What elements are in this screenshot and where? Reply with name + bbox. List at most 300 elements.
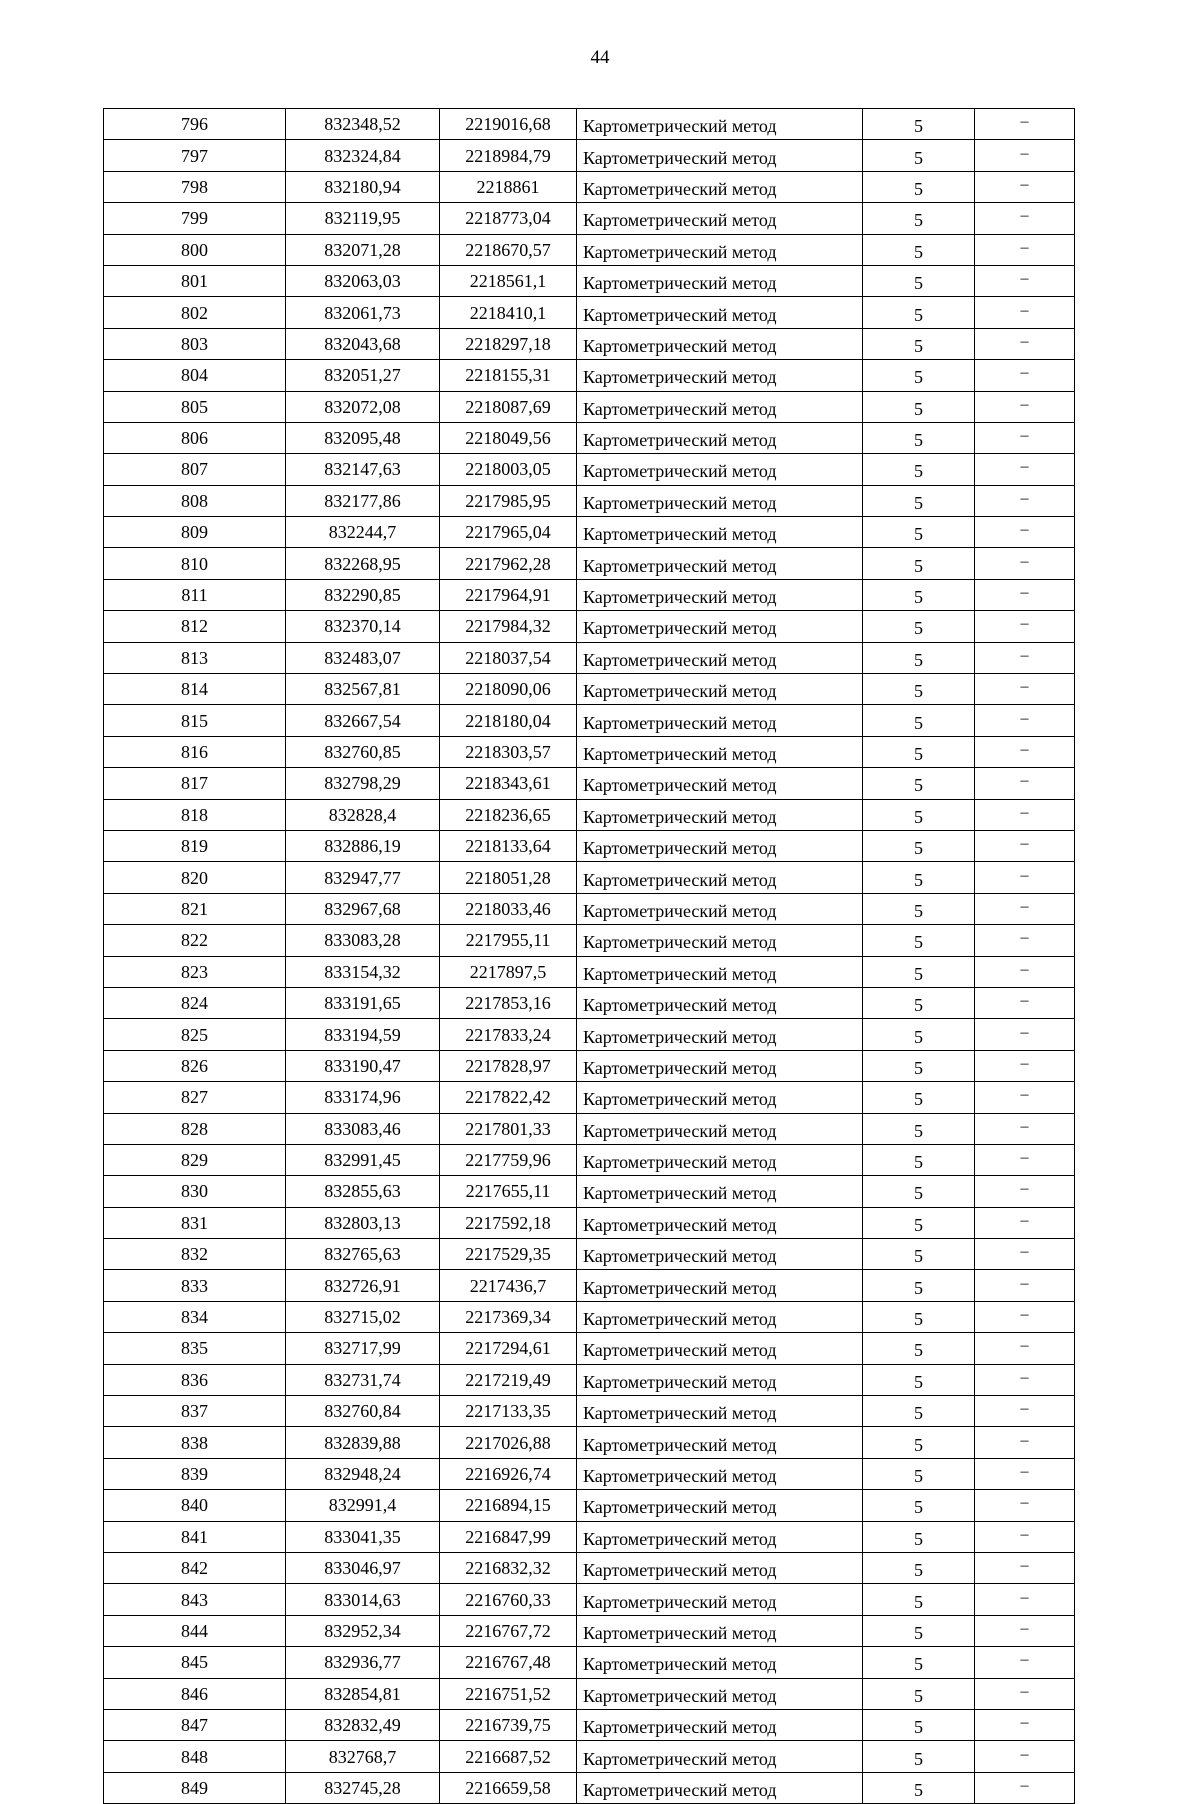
point-number-cell: 800 <box>104 234 286 265</box>
table-row <box>104 830 1075 861</box>
x-coordinate-cell: 832147,63 <box>286 454 440 485</box>
description-cell: – <box>975 1772 1075 1803</box>
table-row <box>104 1521 1075 1552</box>
accuracy-cell: 5 <box>863 1176 975 1207</box>
description-cell: – <box>975 1270 1075 1301</box>
table-row <box>104 140 1075 171</box>
point-number-cell: 833 <box>104 1270 286 1301</box>
description-cell: – <box>975 893 1075 924</box>
method-cell: Картометрический метод <box>577 297 863 328</box>
description-cell: – <box>975 925 1075 956</box>
x-coordinate-cell: 833190,47 <box>286 1050 440 1081</box>
description-cell: – <box>975 1207 1075 1238</box>
table-row <box>104 1207 1075 1238</box>
table-row <box>104 265 1075 296</box>
description-cell: – <box>975 1301 1075 1332</box>
description-cell: – <box>975 1458 1075 1489</box>
description-cell: – <box>975 1364 1075 1395</box>
description-cell: – <box>975 203 1075 234</box>
y-coordinate-cell: 2217219,49 <box>440 1364 577 1395</box>
table-row <box>104 1176 1075 1207</box>
table-row <box>104 548 1075 579</box>
table-row <box>104 1427 1075 1458</box>
accuracy-cell: 5 <box>863 140 975 171</box>
description-cell: – <box>975 485 1075 516</box>
x-coordinate-cell: 832948,24 <box>286 1458 440 1489</box>
description-cell: – <box>975 391 1075 422</box>
table-row <box>104 736 1075 767</box>
y-coordinate-cell: 2217985,95 <box>440 485 577 516</box>
point-number-cell: 819 <box>104 830 286 861</box>
x-coordinate-cell: 832803,13 <box>286 1207 440 1238</box>
table-row <box>104 1019 1075 1050</box>
point-number-cell: 836 <box>104 1364 286 1395</box>
table-row <box>104 109 1075 140</box>
point-number-cell: 799 <box>104 203 286 234</box>
description-cell: – <box>975 517 1075 548</box>
x-coordinate-cell: 832947,77 <box>286 862 440 893</box>
method-cell: Картометрический метод <box>577 517 863 548</box>
point-number-cell: 821 <box>104 893 286 924</box>
method-cell: Картометрический метод <box>577 1239 863 1270</box>
table-row <box>104 1144 1075 1175</box>
y-coordinate-cell: 2217801,33 <box>440 1113 577 1144</box>
y-coordinate-cell: 2216894,15 <box>440 1490 577 1521</box>
y-coordinate-cell: 2218133,64 <box>440 830 577 861</box>
table-row <box>104 1301 1075 1332</box>
table-row <box>104 1552 1075 1583</box>
method-cell: Картометрический метод <box>577 109 863 140</box>
method-cell: Картометрический метод <box>577 391 863 422</box>
y-coordinate-cell: 2217026,88 <box>440 1427 577 1458</box>
page-number: 44 <box>590 47 610 68</box>
table-row <box>104 1333 1075 1364</box>
x-coordinate-cell: 832768,7 <box>286 1741 440 1772</box>
method-cell: Картометрический метод <box>577 768 863 799</box>
table-row <box>104 987 1075 1018</box>
description-cell: – <box>975 1678 1075 1709</box>
accuracy-cell: 5 <box>863 328 975 359</box>
y-coordinate-cell: 2218033,46 <box>440 893 577 924</box>
point-number-cell: 845 <box>104 1647 286 1678</box>
accuracy-cell: 5 <box>863 1270 975 1301</box>
coordinates-table-body <box>104 109 1075 1804</box>
y-coordinate-cell: 2217294,61 <box>440 1333 577 1364</box>
method-cell: Картометрический метод <box>577 1050 863 1081</box>
method-cell: Картометрический метод <box>577 611 863 642</box>
x-coordinate-cell: 832936,77 <box>286 1647 440 1678</box>
y-coordinate-cell: 2217828,97 <box>440 1050 577 1081</box>
description-cell: – <box>975 548 1075 579</box>
x-coordinate-cell: 832991,4 <box>286 1490 440 1521</box>
point-number-cell: 840 <box>104 1490 286 1521</box>
y-coordinate-cell: 2216832,32 <box>440 1552 577 1583</box>
accuracy-cell: 5 <box>863 611 975 642</box>
method-cell: Картометрический метод <box>577 925 863 956</box>
method-cell: Картометрический метод <box>577 1647 863 1678</box>
point-number-cell: 829 <box>104 1144 286 1175</box>
method-cell: Картометрический метод <box>577 1552 863 1583</box>
description-cell: – <box>975 736 1075 767</box>
accuracy-cell: 5 <box>863 1144 975 1175</box>
accuracy-cell: 5 <box>863 1741 975 1772</box>
accuracy-cell: 5 <box>863 171 975 202</box>
point-number-cell: 814 <box>104 674 286 705</box>
method-cell: Картометрический метод <box>577 422 863 453</box>
point-number-cell: 827 <box>104 1082 286 1113</box>
table-row <box>104 454 1075 485</box>
description-cell: – <box>975 1050 1075 1081</box>
x-coordinate-cell: 832268,95 <box>286 548 440 579</box>
x-coordinate-cell: 832765,63 <box>286 1239 440 1270</box>
accuracy-cell: 5 <box>863 1333 975 1364</box>
table-row <box>104 422 1075 453</box>
point-number-cell: 817 <box>104 768 286 799</box>
description-cell: – <box>975 705 1075 736</box>
x-coordinate-cell: 832180,94 <box>286 171 440 202</box>
point-number-cell: 806 <box>104 422 286 453</box>
table-row <box>104 1270 1075 1301</box>
y-coordinate-cell: 2218297,18 <box>440 328 577 359</box>
y-coordinate-cell: 2216751,52 <box>440 1678 577 1709</box>
description-cell: – <box>975 1113 1075 1144</box>
x-coordinate-cell: 832717,99 <box>286 1333 440 1364</box>
point-number-cell: 818 <box>104 799 286 830</box>
description-cell: – <box>975 360 1075 391</box>
x-coordinate-cell: 832828,4 <box>286 799 440 830</box>
point-number-cell: 808 <box>104 485 286 516</box>
accuracy-cell: 5 <box>863 1113 975 1144</box>
description-cell: – <box>975 234 1075 265</box>
accuracy-cell: 5 <box>863 1615 975 1646</box>
table-row <box>104 768 1075 799</box>
x-coordinate-cell: 833194,59 <box>286 1019 440 1050</box>
point-number-cell: 831 <box>104 1207 286 1238</box>
point-number-cell: 848 <box>104 1741 286 1772</box>
table-row <box>104 956 1075 987</box>
x-coordinate-cell: 833154,32 <box>286 956 440 987</box>
point-number-cell: 835 <box>104 1333 286 1364</box>
accuracy-cell: 5 <box>863 768 975 799</box>
y-coordinate-cell: 2216926,74 <box>440 1458 577 1489</box>
method-cell: Картометрический метод <box>577 1113 863 1144</box>
accuracy-cell: 5 <box>863 956 975 987</box>
x-coordinate-cell: 832952,34 <box>286 1615 440 1646</box>
description-cell: – <box>975 1521 1075 1552</box>
x-coordinate-cell: 832715,02 <box>286 1301 440 1332</box>
point-number-cell: 796 <box>104 109 286 140</box>
x-coordinate-cell: 832051,27 <box>286 360 440 391</box>
accuracy-cell: 5 <box>863 1050 975 1081</box>
description-cell: – <box>975 328 1075 359</box>
x-coordinate-cell: 833191,65 <box>286 987 440 1018</box>
description-cell: – <box>975 1584 1075 1615</box>
method-cell: Картометрический метод <box>577 1490 863 1521</box>
x-coordinate-cell: 832731,74 <box>286 1364 440 1395</box>
accuracy-cell: 5 <box>863 1396 975 1427</box>
x-coordinate-cell: 832290,85 <box>286 579 440 610</box>
y-coordinate-cell: 2218303,57 <box>440 736 577 767</box>
method-cell: Картометрический метод <box>577 1458 863 1489</box>
point-number-cell: 820 <box>104 862 286 893</box>
x-coordinate-cell: 832832,49 <box>286 1709 440 1740</box>
method-cell: Картометрический метод <box>577 1301 863 1332</box>
description-cell: – <box>975 297 1075 328</box>
description-cell: – <box>975 642 1075 673</box>
y-coordinate-cell: 2218861 <box>440 171 577 202</box>
x-coordinate-cell: 832886,19 <box>286 830 440 861</box>
y-coordinate-cell: 2218087,69 <box>440 391 577 422</box>
accuracy-cell: 5 <box>863 1207 975 1238</box>
accuracy-cell: 5 <box>863 1301 975 1332</box>
method-cell: Картометрический метод <box>577 485 863 516</box>
description-cell: – <box>975 1082 1075 1113</box>
point-number-cell: 837 <box>104 1396 286 1427</box>
description-cell: – <box>975 1396 1075 1427</box>
y-coordinate-cell: 2217529,35 <box>440 1239 577 1270</box>
x-coordinate-cell: 832177,86 <box>286 485 440 516</box>
table-row <box>104 297 1075 328</box>
accuracy-cell: 5 <box>863 548 975 579</box>
point-number-cell: 843 <box>104 1584 286 1615</box>
table-row <box>104 799 1075 830</box>
x-coordinate-cell: 832483,07 <box>286 642 440 673</box>
method-cell: Картометрический метод <box>577 799 863 830</box>
description-cell: – <box>975 1490 1075 1521</box>
x-coordinate-cell: 832043,68 <box>286 328 440 359</box>
description-cell: – <box>975 171 1075 202</box>
description-cell: – <box>975 1709 1075 1740</box>
point-number-cell: 807 <box>104 454 286 485</box>
x-coordinate-cell: 833046,97 <box>286 1552 440 1583</box>
x-coordinate-cell: 832567,81 <box>286 674 440 705</box>
accuracy-cell: 5 <box>863 234 975 265</box>
method-cell: Картометрический метод <box>577 1144 863 1175</box>
accuracy-cell: 5 <box>863 422 975 453</box>
description-cell: – <box>975 1333 1075 1364</box>
point-number-cell: 826 <box>104 1050 286 1081</box>
point-number-cell: 832 <box>104 1239 286 1270</box>
point-number-cell: 797 <box>104 140 286 171</box>
accuracy-cell: 5 <box>863 799 975 830</box>
table-row <box>104 1584 1075 1615</box>
method-cell: Картометрический метод <box>577 1741 863 1772</box>
point-number-cell: 841 <box>104 1521 286 1552</box>
description-cell: – <box>975 1427 1075 1458</box>
y-coordinate-cell: 2217759,96 <box>440 1144 577 1175</box>
table-row <box>104 611 1075 642</box>
y-coordinate-cell: 2217655,11 <box>440 1176 577 1207</box>
method-cell: Картометрический метод <box>577 234 863 265</box>
method-cell: Картометрический метод <box>577 203 863 234</box>
description-cell: – <box>975 1615 1075 1646</box>
x-coordinate-cell: 833083,28 <box>286 925 440 956</box>
description-cell: – <box>975 1741 1075 1772</box>
accuracy-cell: 5 <box>863 391 975 422</box>
x-coordinate-cell: 833041,35 <box>286 1521 440 1552</box>
y-coordinate-cell: 2217965,04 <box>440 517 577 548</box>
description-cell: – <box>975 1019 1075 1050</box>
table-row <box>104 1741 1075 1772</box>
table-row <box>104 1458 1075 1489</box>
method-cell: Картометрический метод <box>577 893 863 924</box>
table-row <box>104 862 1075 893</box>
point-number-cell: 798 <box>104 171 286 202</box>
table-row <box>104 1647 1075 1678</box>
accuracy-cell: 5 <box>863 642 975 673</box>
accuracy-cell: 5 <box>863 1678 975 1709</box>
table-row <box>104 1396 1075 1427</box>
table-row <box>104 1709 1075 1740</box>
table-row <box>104 234 1075 265</box>
description-cell: – <box>975 674 1075 705</box>
description-cell: – <box>975 422 1075 453</box>
x-coordinate-cell: 832348,52 <box>286 109 440 140</box>
method-cell: Картометрический метод <box>577 360 863 391</box>
table-row <box>104 391 1075 422</box>
y-coordinate-cell: 2218984,79 <box>440 140 577 171</box>
x-coordinate-cell: 832119,95 <box>286 203 440 234</box>
method-cell: Картометрический метод <box>577 579 863 610</box>
method-cell: Картометрический метод <box>577 265 863 296</box>
y-coordinate-cell: 2217853,16 <box>440 987 577 1018</box>
point-number-cell: 830 <box>104 1176 286 1207</box>
table-row <box>104 1678 1075 1709</box>
table-row <box>104 485 1075 516</box>
x-coordinate-cell: 832855,63 <box>286 1176 440 1207</box>
description-cell: – <box>975 799 1075 830</box>
method-cell: Картометрический метод <box>577 140 863 171</box>
method-cell: Картометрический метод <box>577 1333 863 1364</box>
accuracy-cell: 5 <box>863 1521 975 1552</box>
point-number-cell: 838 <box>104 1427 286 1458</box>
description-cell: – <box>975 987 1075 1018</box>
x-coordinate-cell: 832063,03 <box>286 265 440 296</box>
table-row <box>104 1772 1075 1803</box>
accuracy-cell: 5 <box>863 517 975 548</box>
accuracy-cell: 5 <box>863 1082 975 1113</box>
method-cell: Картометрический метод <box>577 1207 863 1238</box>
point-number-cell: 803 <box>104 328 286 359</box>
accuracy-cell: 5 <box>863 830 975 861</box>
point-number-cell: 823 <box>104 956 286 987</box>
y-coordinate-cell: 2218410,1 <box>440 297 577 328</box>
description-cell: – <box>975 265 1075 296</box>
y-coordinate-cell: 2217369,34 <box>440 1301 577 1332</box>
accuracy-cell: 5 <box>863 485 975 516</box>
accuracy-cell: 5 <box>863 987 975 1018</box>
description-cell: – <box>975 862 1075 893</box>
point-number-cell: 844 <box>104 1615 286 1646</box>
accuracy-cell: 5 <box>863 1490 975 1521</box>
point-number-cell: 815 <box>104 705 286 736</box>
y-coordinate-cell: 2217955,11 <box>440 925 577 956</box>
coordinates-table <box>103 108 1075 1804</box>
y-coordinate-cell: 2218236,65 <box>440 799 577 830</box>
x-coordinate-cell: 832667,54 <box>286 705 440 736</box>
accuracy-cell: 5 <box>863 705 975 736</box>
y-coordinate-cell: 2216687,52 <box>440 1741 577 1772</box>
accuracy-cell: 5 <box>863 297 975 328</box>
table-row <box>104 1490 1075 1521</box>
point-number-cell: 812 <box>104 611 286 642</box>
y-coordinate-cell: 2216760,33 <box>440 1584 577 1615</box>
accuracy-cell: 5 <box>863 1709 975 1740</box>
x-coordinate-cell: 832854,81 <box>286 1678 440 1709</box>
method-cell: Картометрический метод <box>577 1176 863 1207</box>
x-coordinate-cell: 833014,63 <box>286 1584 440 1615</box>
point-number-cell: 805 <box>104 391 286 422</box>
y-coordinate-cell: 2218180,04 <box>440 705 577 736</box>
y-coordinate-cell: 2218670,57 <box>440 234 577 265</box>
y-coordinate-cell: 2217822,42 <box>440 1082 577 1113</box>
y-coordinate-cell: 2216767,48 <box>440 1647 577 1678</box>
description-cell: – <box>975 956 1075 987</box>
method-cell: Картометрический метод <box>577 1364 863 1395</box>
y-coordinate-cell: 2218561,1 <box>440 265 577 296</box>
description-cell: – <box>975 454 1075 485</box>
y-coordinate-cell: 2219016,68 <box>440 109 577 140</box>
accuracy-cell: 5 <box>863 109 975 140</box>
point-number-cell: 842 <box>104 1552 286 1583</box>
table-row <box>104 642 1075 673</box>
x-coordinate-cell: 832244,7 <box>286 517 440 548</box>
table-row <box>104 1082 1075 1113</box>
point-number-cell: 811 <box>104 579 286 610</box>
table-row <box>104 925 1075 956</box>
description-cell: – <box>975 579 1075 610</box>
point-number-cell: 813 <box>104 642 286 673</box>
method-cell: Картометрический метод <box>577 987 863 1018</box>
accuracy-cell: 5 <box>863 203 975 234</box>
point-number-cell: 822 <box>104 925 286 956</box>
y-coordinate-cell: 2217964,91 <box>440 579 577 610</box>
accuracy-cell: 5 <box>863 862 975 893</box>
y-coordinate-cell: 2218773,04 <box>440 203 577 234</box>
x-coordinate-cell: 832991,45 <box>286 1144 440 1175</box>
method-cell: Картометрический метод <box>577 1270 863 1301</box>
description-cell: – <box>975 830 1075 861</box>
x-coordinate-cell: 832324,84 <box>286 140 440 171</box>
y-coordinate-cell: 2217962,28 <box>440 548 577 579</box>
table-row <box>104 1239 1075 1270</box>
accuracy-cell: 5 <box>863 1019 975 1050</box>
table-row <box>104 893 1075 924</box>
table-row <box>104 705 1075 736</box>
accuracy-cell: 5 <box>863 925 975 956</box>
method-cell: Картометрический метод <box>577 1019 863 1050</box>
x-coordinate-cell: 832760,84 <box>286 1396 440 1427</box>
description-cell: – <box>975 109 1075 140</box>
point-number-cell: 847 <box>104 1709 286 1740</box>
y-coordinate-cell: 2218343,61 <box>440 768 577 799</box>
method-cell: Картометрический метод <box>577 1082 863 1113</box>
y-coordinate-cell: 2217833,24 <box>440 1019 577 1050</box>
y-coordinate-cell: 2216659,58 <box>440 1772 577 1803</box>
method-cell: Картометрический метод <box>577 862 863 893</box>
table-row <box>104 1113 1075 1144</box>
description-cell: – <box>975 768 1075 799</box>
x-coordinate-cell: 832760,85 <box>286 736 440 767</box>
description-cell: – <box>975 611 1075 642</box>
description-cell: – <box>975 140 1075 171</box>
y-coordinate-cell: 2218049,56 <box>440 422 577 453</box>
table-row <box>104 203 1075 234</box>
point-number-cell: 849 <box>104 1772 286 1803</box>
y-coordinate-cell: 2218051,28 <box>440 862 577 893</box>
accuracy-cell: 5 <box>863 1364 975 1395</box>
y-coordinate-cell: 2218155,31 <box>440 360 577 391</box>
